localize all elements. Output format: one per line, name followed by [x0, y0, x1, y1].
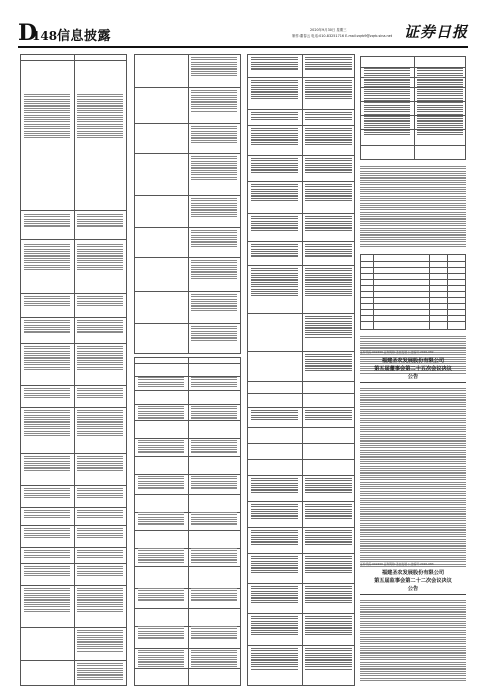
- page-number: 148: [32, 29, 58, 43]
- column-1: [20, 54, 127, 686]
- masthead: [18, 20, 468, 46]
- header-rule: [18, 46, 468, 48]
- notice-meta: 证券代码:002299 证券简称:圣农发展 公告编号:2020-083: [360, 562, 434, 566]
- page-letter: D: [18, 20, 38, 46]
- board-resolution-notice: [360, 350, 466, 383]
- editor-contact: 制作:董春云 电话:010-83251716 E-mail:zqrb9@zqrb.sina.net: [292, 34, 393, 38]
- column-4: [360, 54, 466, 686]
- supervisory-resolution-notice: [360, 562, 466, 595]
- column-3: [247, 54, 355, 686]
- notice-title: 第五届监事会第二十二次会议决议: [374, 578, 452, 584]
- voting-results-table: [360, 254, 466, 330]
- column-2: [134, 54, 241, 686]
- notice-company: 福建圣农发展股份有限公司: [381, 570, 445, 576]
- notice-company: 福建圣农发展股份有限公司: [381, 358, 445, 364]
- notice-title: 第五届董事会第二十五次会议决议: [374, 366, 452, 372]
- notice-meta: 证券代码:002299 证券简称:圣农发展 公告编号:2020-082: [360, 350, 434, 354]
- notice-subtitle: 公告: [407, 374, 419, 380]
- section-title: 信息披露: [57, 29, 112, 44]
- notice-subtitle: 公告: [407, 586, 419, 592]
- issue-date: 2020年9月30日 星期三: [310, 28, 347, 32]
- newspaper-logo: 证券日报: [403, 23, 468, 41]
